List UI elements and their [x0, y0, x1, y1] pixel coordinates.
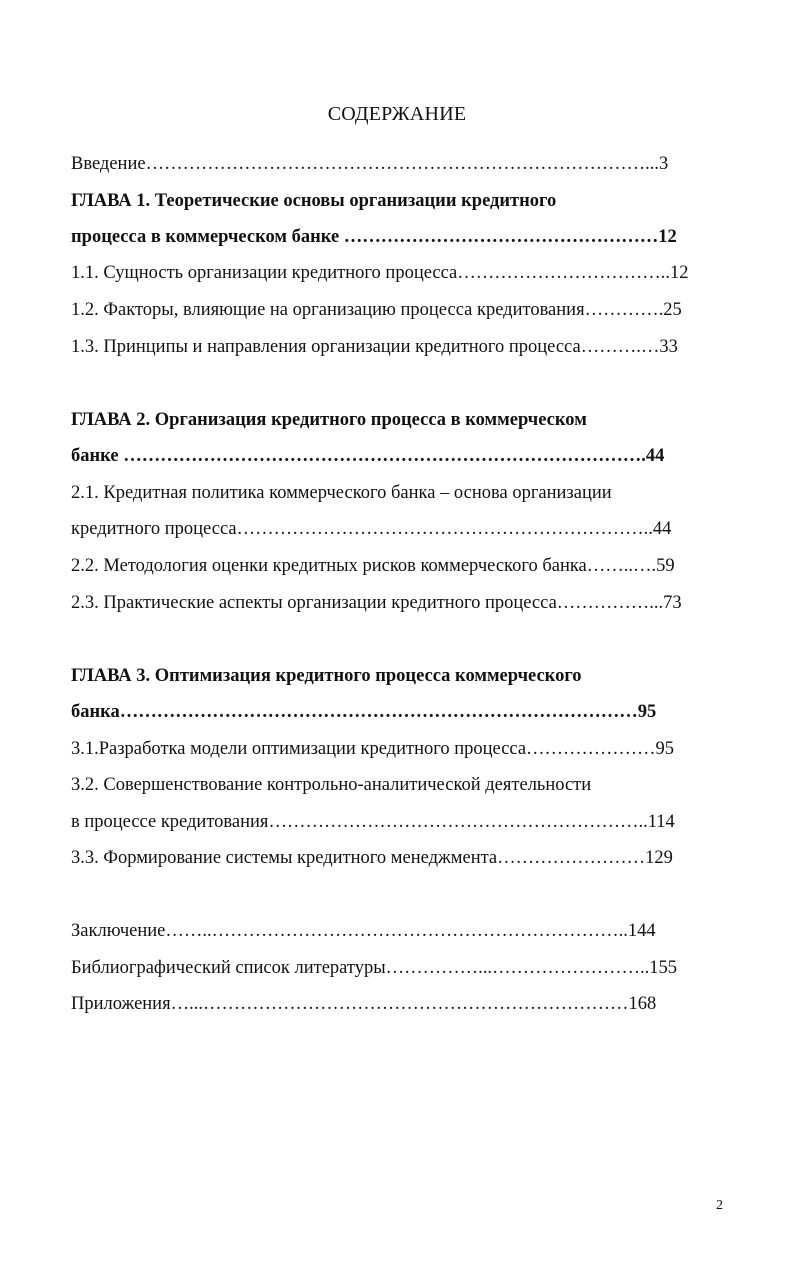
toc-section-2-2: 2.2. Методология оценки кредитных рисков коммерческого банка……..….59	[71, 556, 675, 576]
toc-chapter-3-page: банка…………………………………………………………………………95	[71, 702, 657, 722]
page-title: СОДЕРЖАНИЕ	[327, 103, 467, 125]
toc-chapter-1-title: ГЛАВА 1. Теоретические основы организации кредитного	[71, 191, 557, 211]
toc-chapter-1-page: процесса в коммерческом банке ……………………………………………12	[71, 227, 677, 247]
toc-intro: Введение………………………………………………………………………...3	[71, 154, 669, 174]
toc-chapter-2-page: банке ………………………………………………………………………….44	[71, 446, 665, 466]
toc-section-2-1-title: 2.1. Кредитная политика коммерческого банка – основа организации	[71, 483, 612, 503]
toc-section-3-2-page: в процессе кредитования……………………………………………………..114	[71, 812, 675, 832]
toc-section-3-1: 3.1.Разработка модели оптимизации кредитного процесса…………………95	[71, 739, 675, 759]
toc-section-3-3: 3.3. Формирование системы кредитного менеджмента……………………129	[71, 848, 673, 868]
toc-section-3-2-title: 3.2. Совершенствование контрольно-аналитической деятельности	[71, 775, 592, 795]
toc-section-2-3: 2.3. Практические аспекты организации кредитного процесса……………...73	[71, 593, 682, 613]
toc-appendices: Приложения…...……………………………………………………………168	[71, 994, 657, 1014]
toc-section-2-1-page: кредитного процесса…………………………………………………………..44	[71, 519, 672, 539]
toc-chapter-3-title: ГЛАВА 3. Оптимизация кредитного процесса коммерческого	[71, 666, 582, 686]
page-number: 2	[716, 1198, 723, 1213]
toc-bibliography: Библиографический список литературы……………...……………………..155	[71, 958, 678, 978]
toc-conclusion: Заключение……..…………………………………………………………..144	[71, 921, 656, 941]
toc-section-1-2: 1.2. Факторы, влияющие на организацию процесса кредитования………….25	[71, 300, 682, 320]
toc-section-1-1: 1.1. Сущность организации кредитного процесса……………………………..12	[71, 263, 689, 283]
toc-section-1-3: 1.3. Принципы и направления организации кредитного процесса……….…33	[71, 337, 678, 357]
toc-chapter-2-title: ГЛАВА 2. Организация кредитного процесса в коммерческом	[71, 410, 587, 430]
